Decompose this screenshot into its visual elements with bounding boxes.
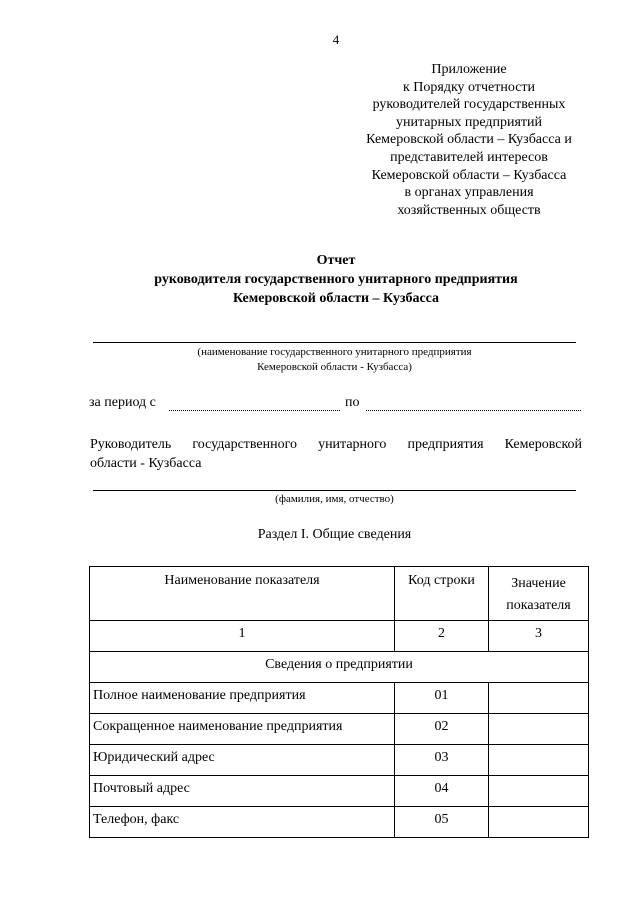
table-row — [90, 776, 589, 807]
row-value-cell[interactable] — [489, 714, 589, 745]
period-to-field[interactable] — [366, 410, 581, 411]
period-to-label: по — [345, 395, 360, 410]
appendix-note — [340, 61, 598, 219]
caption-line: (наименование государственного унитарного предприятия — [197, 346, 472, 358]
head-word: предприятия — [407, 437, 484, 452]
row-name-cell: Почтовый адрес — [90, 776, 395, 807]
section-title: Раздел I. Общие сведения — [257, 527, 412, 542]
row-value-cell[interactable] — [489, 807, 589, 838]
report-title-line: Отчет — [316, 253, 356, 268]
table-header-row — [90, 567, 589, 621]
header-code-cell: Код строки — [395, 567, 489, 621]
caption-line: Кемеровской области - Кузбасса) — [257, 361, 412, 373]
page-number: 4 — [332, 32, 340, 47]
head-word: Кемеровской — [504, 437, 583, 452]
general-info-table — [89, 566, 589, 838]
appendix-line: унитарных предприятий — [395, 114, 543, 130]
column-number-row — [90, 621, 589, 652]
column-number-cell: 2 — [395, 621, 489, 652]
header-value-line: показателя — [506, 598, 571, 613]
head-name-caption: (фамилия, имя, отчество) — [275, 493, 394, 505]
head-word: унитарного — [318, 437, 387, 452]
appendix-line: Кемеровской области – Кузбасса и — [366, 132, 572, 148]
head-text-line2: области - Кузбасса — [90, 456, 202, 471]
column-number-cell: 3 — [489, 621, 589, 652]
head-word: государственного — [192, 437, 298, 452]
row-value-cell[interactable] — [489, 683, 589, 714]
appendix-line: Приложение — [431, 62, 507, 77]
period-from-label: за период с — [89, 395, 156, 410]
period-from-field[interactable] — [169, 410, 340, 411]
appendix-line: в органах управления — [404, 185, 534, 201]
header-name-cell: Наименование показателя — [90, 567, 395, 621]
table-row — [90, 807, 589, 838]
section-row-cell: Сведения о предприятии — [90, 652, 589, 683]
appendix-line: представителей интересов — [390, 149, 548, 165]
column-number-cell: 1 — [90, 621, 395, 652]
report-title-line: Кемеровской области – Кузбасса — [232, 291, 440, 306]
row-code-cell: 01 — [395, 683, 489, 714]
report-title — [80, 251, 592, 308]
row-name-cell: Сокращенное наименование предприятия — [90, 714, 395, 745]
row-code-cell: 02 — [395, 714, 489, 745]
header-value-cell — [489, 567, 589, 621]
enterprise-name-caption — [93, 345, 576, 375]
header-value-line: Значение — [511, 576, 566, 591]
head-word: Руководитель — [90, 437, 172, 452]
row-name-cell: Полное наименование предприятия — [90, 683, 395, 714]
head-text-line1 — [90, 437, 582, 453]
enterprise-name-line — [93, 342, 576, 343]
row-name-cell: Юридический адрес — [90, 745, 395, 776]
table-row — [90, 745, 589, 776]
section-row — [90, 652, 589, 683]
appendix-line: Кемеровской области – Кузбасса — [371, 167, 567, 183]
row-value-cell[interactable] — [489, 776, 589, 807]
appendix-line: к Порядку отчетности — [402, 79, 536, 95]
row-value-cell[interactable] — [489, 745, 589, 776]
row-code-cell: 05 — [395, 807, 489, 838]
report-title-line: руководителя государственного унитарного предприятия — [154, 272, 518, 287]
row-name-cell: Телефон, факс — [90, 807, 395, 838]
table-row — [90, 714, 589, 745]
appendix-line: руководителей государственных — [372, 97, 566, 113]
table-row — [90, 683, 589, 714]
row-code-cell: 04 — [395, 776, 489, 807]
appendix-line: хозяйственных обществ — [397, 202, 541, 218]
row-code-cell: 03 — [395, 745, 489, 776]
head-name-line — [93, 490, 576, 491]
